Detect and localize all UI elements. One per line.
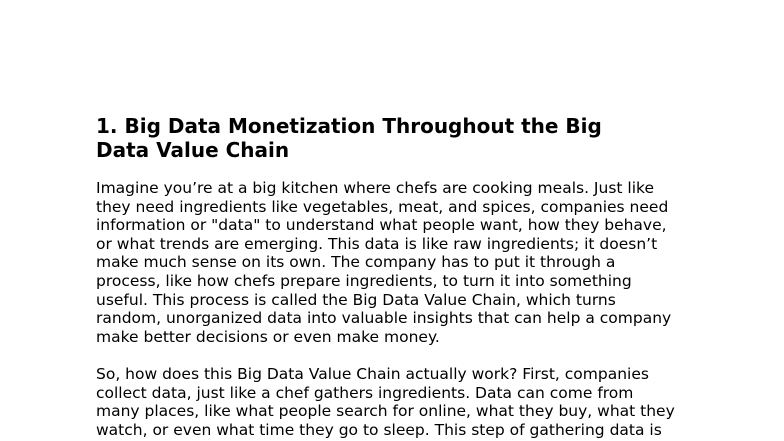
body-paragraph-1: Imagine you’re at a big kitchen where chefs are cooking meals. Just like they need ingredients like vegetables, meat, and spices, companies need information or "data" to understand what people want, how they behave, or what trends are emerging. This data is like raw ingredients; it doesn’t make much sense on its own. The company has to put it through a process, like how chefs prepare ingredients, to turn it into something useful. This process is called the Big Data Value Chain, which turns random, unorganized data into valuable insights that can help a company make better decisions or even make money.: [96, 179, 672, 346]
body-paragraph-2: So, how does this Big Data Value Chain actually work? First, companies collect data, just like a chef gathers ingredients. Data can come from many places, like what people search for online, what they buy, what they watch, or even what time they go to sleep. This step of gathering data is: [96, 365, 675, 439]
section-heading: 1. Big Data Monetization Throughout the Big Data Value Chain: [96, 114, 602, 162]
